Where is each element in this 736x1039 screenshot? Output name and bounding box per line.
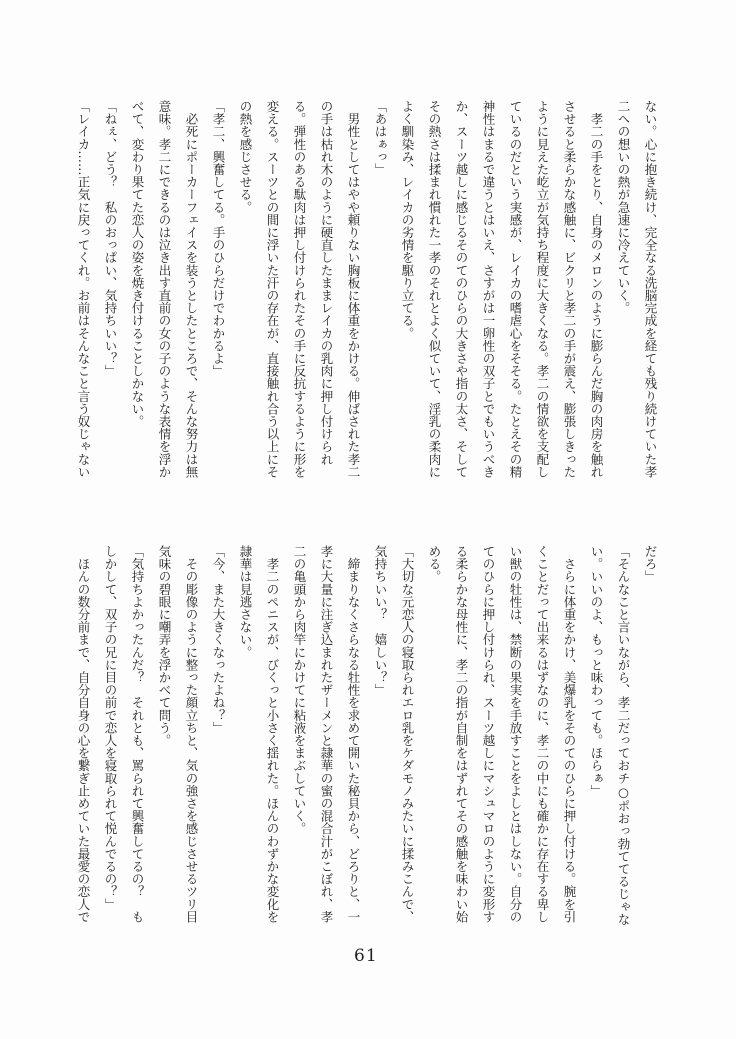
text-column: ように見えた屹立が気持ち程度に大きくなる。孝二の情欲を支配し: [535, 100, 550, 478]
text-column: その熱さは揉まれ慣れた一孝のそれとよく似ていて、淫乳の柔肉に: [427, 100, 442, 478]
text-column: い獣の牡性は、禁断の果実を手放すことをよしとはしない。自分の: [508, 545, 523, 923]
page-number: 61: [354, 946, 378, 966]
text-column: よく馴染み、レイカの劣情を駆り立てる。: [400, 100, 415, 340]
text-column: 「気持ちよかったんだ？ それとも、罵られて興奮してるの？ も: [130, 545, 145, 923]
text-column: 「今、また大きくなったよね？」: [211, 545, 226, 734]
text-column: てのひらに押し付けられ、スーツ越しにマシュマロのように変形す: [481, 545, 496, 923]
text-column: 孝二の手をとり、自身のメロンのように膨らんだ胸の肉房を触れ: [589, 100, 604, 478]
text-column: ほんの数分前まで、自分自身の心を繋ぎ止めていた最愛の恋人で: [76, 545, 91, 923]
text-column: 「レイカ……正気に戻ってくれ。お前はそんなこと言う奴じゃない: [76, 100, 91, 478]
text-column: い。いいのよ、もっと味わっても。ほらぁ」: [589, 545, 604, 797]
text-column: しかして、双子の兄に目の前で恋人を寝取られて悦んでるの？」: [103, 545, 118, 911]
text-column: 意味。孝二にできるのは泣き出す直前の女の子のような表情を浮か: [157, 100, 172, 478]
text-column: 二への想いの熱が急速に冷えていく。: [616, 100, 631, 315]
text-column: 神性はまるで違うとはいえ、さすがは一卵性の双子とでもいうべき: [481, 100, 496, 478]
text-column: 「孝二、興奮してる。手のひらだけでわかるよ」: [211, 100, 226, 378]
text-column: 男性としてはやや頼りない胸板に体重をかける。伸ばされた孝二: [346, 100, 361, 478]
text-column: める。: [427, 545, 442, 583]
text-column: その彫像のように整った顔立ちと、気の強さを感じさせるツリ目: [184, 545, 199, 923]
text-column: ているのだという実感が、レイカの嗜虐心をそそる。たとえその精: [508, 100, 523, 478]
text-column: 「あはぁっ」: [373, 100, 388, 176]
text-column: 必死にポーカーフェイスを装うとしたところで、そんな努力は無: [184, 100, 199, 478]
text-block-bottom: [70, 545, 664, 925]
text-column: か、スーツ越しに感じるそのてのひらの大きさや指の太さ、そして: [454, 100, 469, 478]
text-column: 孝二のペニスが、びくっと小さく揺れた。ほんのわずかな変化を: [265, 545, 280, 923]
text-column: 孝に大量に注ぎ込まれたザーメンと隷華の蜜の混合汁がこぼれ、孝: [319, 545, 334, 923]
text-column: 変える。スーツとの間に浮いた汗の存在が、直接触れ合う以上にそ: [265, 100, 280, 478]
text-column: ない。心に抱き続け、完全なる洗脳完成を経ても残り続けていた孝: [643, 100, 658, 478]
text-column: だろ」: [643, 545, 658, 583]
text-column: 気味の碧眼に嘲弄を浮かべて問う。: [157, 545, 172, 747]
text-column: る柔らかな母性に、孝二の指が自制をはずれてその感触を味わい始: [454, 545, 469, 923]
text-column: くことだって出来るはずなのに、孝二の中にも確かに存在する卑し: [535, 545, 550, 923]
text-column: 「大切な元恋人の寝取られエロ乳をケダモノみたいに揉みこんで、: [400, 545, 415, 923]
text-column: させると柔らかな感触に、ビクリと孝二の手が震え、膨張しきった: [562, 100, 577, 478]
text-column: 「ねぇ、どう？ 私のおっぱい、気持ちいい？」: [103, 100, 118, 378]
text-column: る。弾性のある駄肉は押し付けられたその手に反抗するように形を: [292, 100, 307, 478]
text-column: 気持ちいい？ 嬉しい？」: [373, 545, 388, 697]
text-block-top: [70, 100, 664, 480]
text-column: の熱を感じさせる。: [238, 100, 253, 214]
text-column: 二の亀頭から肉竿にかけてに粘液をまぶしていく。: [292, 545, 307, 835]
text-column: べて、変わり果てた恋人の姿を焼き付けることしかない。: [130, 100, 145, 428]
text-column: の手は枯れ木のように硬直したままレイカの乳肉に押し付けられ: [319, 100, 334, 466]
text-column: 「そんなこと言いながら、孝二だっておチ○ポおっ勃ててるじゃな: [616, 545, 631, 926]
text-column: さらに体重をかけ、美爆乳をそのてのひらに押し付ける。腕を引: [562, 545, 577, 923]
text-column: 隷華は見逃さない。: [238, 545, 253, 659]
text-column: 締まりなくさらなる牡性を求めて開いた秘貝から、どろりと、一: [346, 545, 361, 923]
